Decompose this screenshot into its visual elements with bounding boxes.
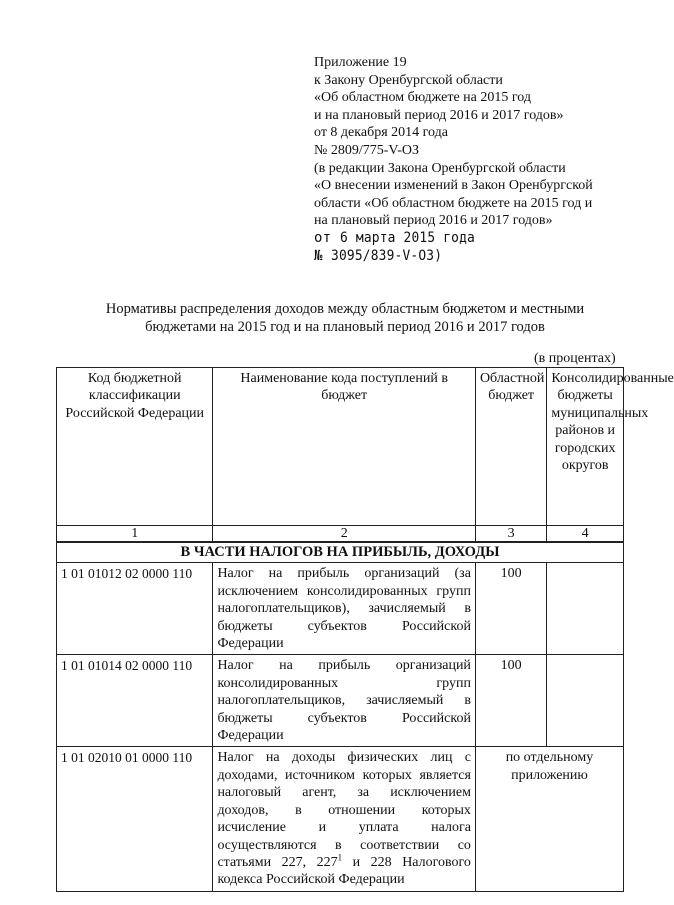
document-header	[314, 54, 634, 265]
row-regional: 100	[475, 655, 546, 747]
row-regional: 100	[475, 563, 546, 655]
table-row	[57, 655, 624, 747]
amendment-date-label: от	[314, 229, 332, 246]
row-code: 1 01 01014 02 0000 110	[57, 655, 213, 747]
table-row	[57, 747, 624, 891]
amendment-date-stamp	[314, 230, 634, 248]
row-municipal	[547, 655, 624, 747]
amendment-number-stamp	[314, 248, 634, 266]
header-name: Наименование кода поступлений в бюджет	[213, 368, 476, 526]
header-line-revision-title: области «Об областном бюджете на 2015 год и	[314, 195, 593, 211]
row-municipal	[547, 563, 624, 655]
amendment-number: 3095/839-V-ОЗ)	[331, 247, 443, 264]
column-numbers-row	[57, 526, 624, 543]
norms-table	[56, 367, 674, 892]
column-number: 4	[547, 526, 624, 543]
section-title: В ЧАСТИ НАЛОГОВ НА ПРИБЫЛЬ, ДОХОДЫ	[57, 542, 624, 563]
header-line-law-date: от 8 декабря 2014 года	[314, 125, 448, 141]
row-name-part: и 228 Налогового кодекса Российской Федерации	[217, 854, 471, 888]
title-line-2: бюджетами на 2015 год и на плановый период 2016 и 2017 годов	[145, 319, 545, 335]
header-line-appendix: Приложение 19	[314, 55, 407, 70]
header-regional: Областной бюджет	[475, 368, 546, 526]
row-code: 1 01 01012 02 0000 110	[57, 563, 213, 655]
document-title	[60, 300, 630, 336]
column-number: 1	[57, 526, 213, 543]
header-line-revision: (в редакции Закона Оренбургской области	[314, 160, 566, 176]
amendment-number-label: №	[314, 247, 323, 264]
row-name: Налог на прибыль организаций консолидированных групп налогоплательщиков, зачисляемый в бюджеты субъектов Российской Федерации	[213, 655, 476, 747]
row-name: Налог на прибыль организаций (за исключением консолидированных групп налогоплательщиков), зачисляемый в бюджеты субъектов Российской Федерации	[213, 563, 476, 655]
header-line-law-number: № 2809/775-V-ОЗ	[314, 142, 420, 158]
header-line-revision-period: на плановый период 2016 и 2017 годов»	[314, 213, 553, 229]
header-line-revision-law: «О внесении изменений в Закон Оренбургской	[314, 178, 593, 194]
title-line-1: Нормативы распределения доходов между областным бюджетом и местными	[105, 301, 585, 317]
table-header-row	[57, 368, 624, 526]
row-code: 1 01 02010 01 0000 110	[57, 747, 213, 891]
header-code: Код бюджетной классификации Российской Федерации	[57, 368, 213, 526]
header-line-law: к Закону Оренбургской области	[314, 72, 503, 88]
column-number: 2	[213, 526, 476, 543]
section-row	[57, 542, 624, 563]
table-row	[57, 563, 624, 655]
footnote-superscript: 1	[337, 852, 343, 863]
header-municipal: Консолидированные бюджеты муниципальных районов и городских округов	[547, 368, 624, 526]
column-number: 3	[475, 526, 546, 543]
header-line-law-period: и на плановый период 2016 и 2017 годов»	[314, 107, 564, 123]
amendment-date: 6 марта 2015 года	[339, 229, 475, 246]
row-name-part: Налог на доходы физических лиц с доходами, источником которых является налоговый агент, за исключением доходов, в отношении которых исчисление и уплата налога осуществляются в соответствии со статьями 227, 227	[217, 750, 471, 870]
row-note: по отдельному приложению	[475, 747, 623, 891]
header-line-law-title: «Об областном бюджете на 2015 год	[314, 90, 531, 106]
units-note: (в процентах)	[534, 351, 616, 366]
row-name	[213, 747, 476, 891]
